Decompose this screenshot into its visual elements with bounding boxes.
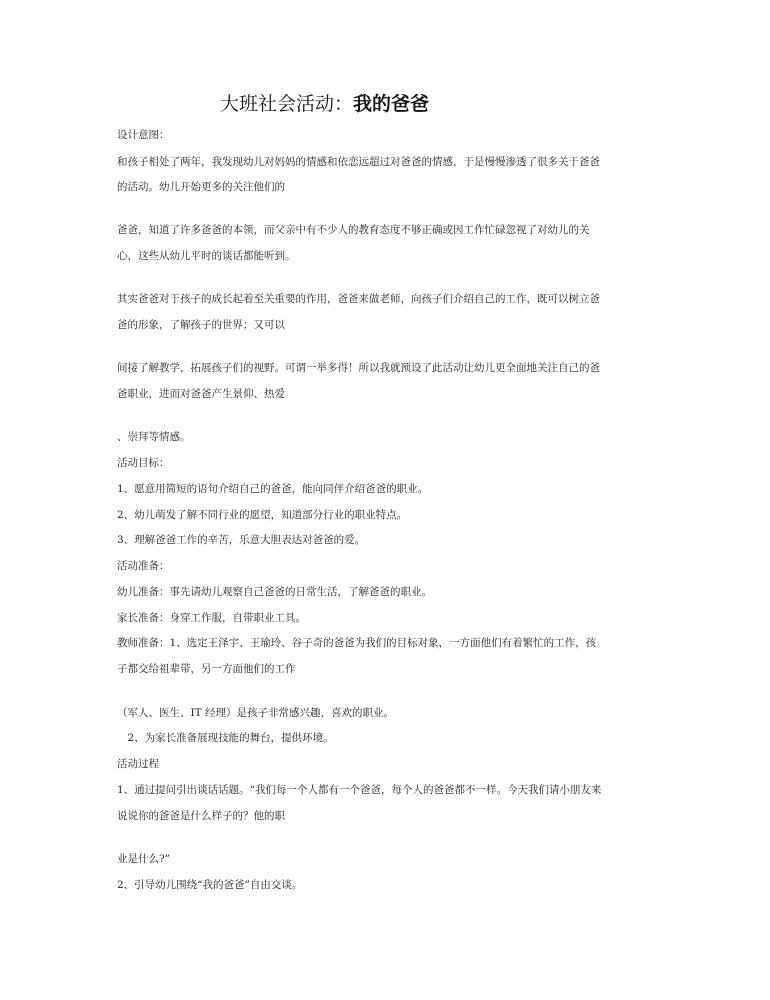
title-bold: 我的爸爸: [353, 93, 430, 115]
text-line: 2、为家长准备展现技能的舞台，提供环境。: [117, 732, 334, 744]
text-line: 活动过程: [117, 758, 159, 770]
text-line: 和孩子相处了两年，我发现幼儿对妈妈的情感和依恋远超过对爸爸的情感，于是慢慢渗透了很多关于爸爸: [117, 156, 600, 168]
text-line: 幼儿准备：事先请幼儿观察自己爸爸的日常生活，了解爸爸的职业。: [117, 586, 432, 598]
text-line: 家长准备：身穿工作服，自带职业工具。: [117, 612, 306, 624]
text-line: 3、理解爸爸工作的辛苦，乐意大胆表达对爸爸的爱。: [117, 534, 366, 546]
text-line: 1、愿意用简短的语句介绍自己的爸爸，能向同伴介绍爸爸的职业。: [117, 483, 429, 495]
text-line: 、崇拜等情感。: [117, 431, 191, 443]
text-line: 活动准备：: [117, 560, 170, 572]
text-line: 1、通过提问引出谈话话题。“我们每一个人都有一个爸爸，每个人的爸爸都不一样。今天我们请小朋友来: [117, 784, 602, 796]
text-line: 心，这些从幼儿平时的谈话都能听到。: [117, 250, 296, 262]
text-line: 爸的形象，了解孩子的世界；又可以: [117, 319, 285, 331]
text-line: （军人、医生、IT 经理）是孩子非常感兴趣，喜欢的职业。: [117, 707, 394, 719]
text-line: 2、引导幼儿围绕“我的爸爸”自由交谈。: [117, 879, 303, 891]
text-line: 爸职业，进而对爸爸产生景仰、热爱: [117, 388, 285, 400]
text-line: 爸爸，知道了许多爸爸的本领，而父亲中有不少人的教育态度不够正确或因工作忙碌忽视了对幼儿的关: [117, 224, 590, 236]
text-line: 间接了解教学，拓展孩子们的视野。可谓一举多得！所以我就预设了此活动让幼儿更全面地关注自己的爸: [117, 362, 600, 374]
text-line: 2、幼儿萌发了解不同行业的愿望，知道部分行业的职业特点。: [117, 509, 408, 521]
text-line: 的活动。幼儿开始更多的关注他们的: [117, 181, 285, 193]
text-line: 活动目标：: [117, 457, 170, 469]
text-line: 教师准备：1、选定王泽宇、王瑜玲、谷子奇的爸爸为我们的目标对象，一方面他们有着繁忙的工作，孩: [117, 637, 597, 649]
text-line: 子都交给祖辈带，另一方面他们的工作: [117, 663, 296, 675]
text-line: 设计意图：: [117, 129, 170, 141]
text-line: 说说你的爸爸是什么样子的？他的职: [117, 810, 285, 822]
page-title: [220, 92, 429, 116]
text-line: 其实爸爸对于孩子的成长起着至关重要的作用，爸爸来做老师，向孩子们介绍自己的工作，既可以树立爸: [117, 293, 600, 305]
text-line: 业是什么?”: [117, 853, 170, 865]
title-plain: 大班社会活动：: [220, 93, 354, 115]
